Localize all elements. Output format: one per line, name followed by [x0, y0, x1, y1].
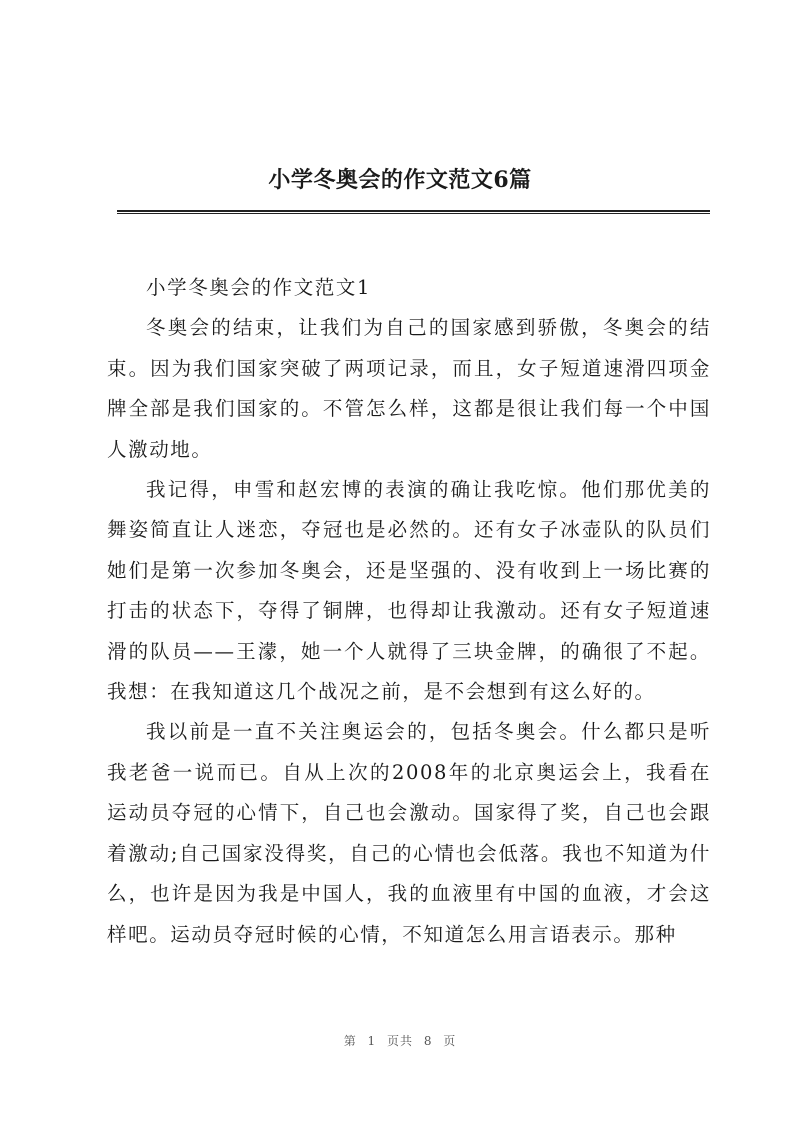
title-divider: [117, 210, 710, 214]
paragraph-1: 冬奥会的结束，让我们为自己的国家感到骄傲，冬奥会的结束。因为我们国家突破了两项记录，而且，女子短道速滑四项金牌全部是我们国家的。不管怎么样，这都是很让我们每一个中国人激动地。: [107, 316, 711, 461]
document-body: [107, 268, 711, 955]
paragraph-3: 我以前是一直不关注奥运会的，包括冬奥会。什么都只是听我老爸一说而已。自从上次的2008年的北京奥运会上，我看在运动员夺冠的心情下，自己也会激动。国家得了奖，自己也会跟着激动;自己国家没得奖，自己的心情也会低落。我也不知道为什么，也许是因为我是中国人，我的血液里有中国的血液，才会这样吧。运动员夺冠时候的心情，不知道怎么用言语表示。那种: [107, 720, 711, 946]
page-footer: 第 1 页共 8 页: [343, 1034, 457, 1048]
document-title: 小学冬奥会的作文范文6篇: [268, 167, 532, 193]
section-heading: 小学冬奥会的作文范文1: [146, 276, 372, 299]
paragraph-2: 我记得，申雪和赵宏博的表演的确让我吃惊。他们那优美的舞姿简直让人迷恋，夺冠也是必然的。还有女子冰壶队的队员们她们是第一次参加冬奥会，还是坚强的、没有收到上一场比赛的打击的状态下，夺得了铜牌，也得却让我激动。还有女子短道速滑的队员——王濛，她一个人就得了三块金牌，的确很了不起。我想：在我知道这几个战况之前，是不会想到有这么好的。: [107, 478, 711, 704]
